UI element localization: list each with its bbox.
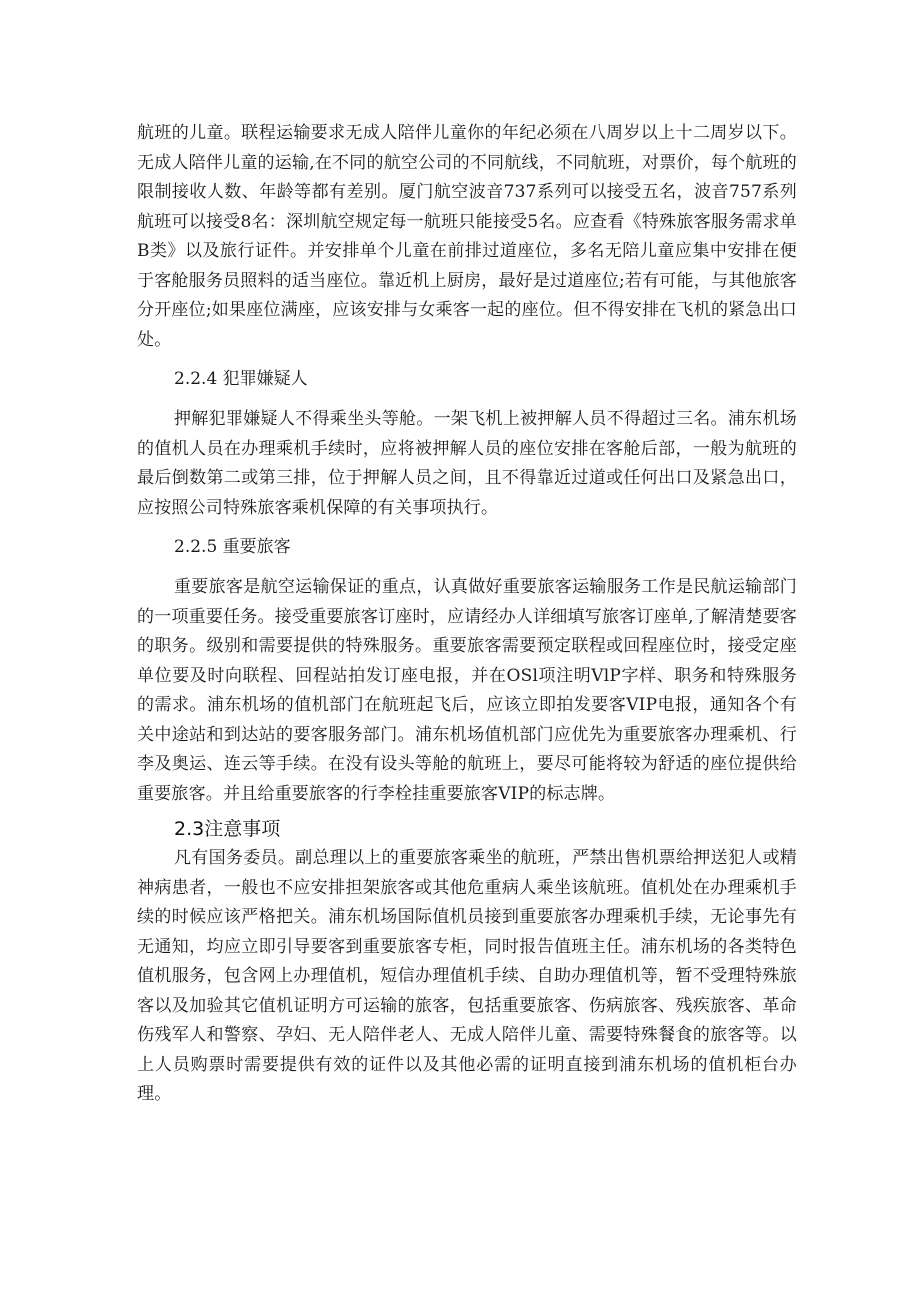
heading-precautions: 2.3注意事项 (174, 818, 281, 840)
document-body (137, 119, 797, 1110)
spacer (137, 523, 797, 533)
paragraph-precautions: 凡有国务委员。副总理以上的重要旅客乘坐的航班，严禁出售机票给押送犯人或精神病患者，一般也不应安排担架旅客或其他危重病人乘坐该航班。值机处在办理乘机手续的时候应该严格把关。浦东机场国际值机员接到重要旅客办理乘机手续，无论事先有无通知，均应立即引导要客到重要旅客专柜，同时报告值班主任。浦东机场的各类特色值机服务，包含网上办理值机，短信办理值机手续、自助办理值机等，暂不受理特殊旅客以及加验其它值机证明方可运输的旅客，包括重要旅客、伤病旅客、残疾旅客、革命伤残军人和警察、孕妇、无人陪伴老人、无成人陪伴儿童、需要特殊餐食的旅客等。以上人员购票时需要提供有效的证件以及其他必需的证明直接到浦东机场的值机柜台办理。 (137, 848, 797, 1104)
paragraph-vip-passengers: 重要旅客是航空运输保证的重点，认真做好重要旅客运输服务工作是民航运输部门的一项重要任务。接受重要旅客订座时，应请经办人详细填写旅客订座单,了解清楚要客的职务。级别和需要提供的特殊服务。重要旅客需要预定联程或回程座位时，接受定座单位要及时向联程、回程站拍发订座电报，并在OSl项注明VlP字样、职务和特殊服务的需求。浦东机场的值机部门在航班起飞后，应该立即拍发要客VIP电报，通知各个有关中途站和到达站的要客服务部门。浦东机场值机部门应优先为重要旅客办理乘机、行李及奥运、连云等手续。在没有设头等舱的航班上，要尽可能将较为舒适的座位提供给重要旅客。并且给重要旅客的行李栓挂重要旅客VIP的标志牌。 (137, 577, 797, 804)
heading-criminal-suspects: 2.2.4 犯罪嫌疑人 (174, 369, 308, 389)
spacer (137, 355, 797, 365)
spacer (137, 563, 797, 573)
paragraph-unaccompanied-children: 航班的儿童。联程运输要求无成人陪伴儿童你的年纪必须在八周岁以上十二周岁以下。无成人陪伴儿童的运输,在不同的航空公司的不同航线，不同航班，对票价，每个航班的限制接收人数、年龄等都有差别。厦门航空波音737系列可以接受五名，波音757系列航班可以接受8名：深圳航空规定每一航班只能接受5名。应查看《特殊旅客服务需求单B类》以及旅行证件。并安排单个儿童在前排过道座位，多名无陪儿童应集中安排在便于客舱服务员照料的适当座位。靠近机上厨房，最好是过道座位;若有可能，与其他旅客分开座位;如果座位满座，应该安排与女乘客一起的座位。但不得安排在飞机的紧急出口处。 (137, 123, 797, 350)
spacer (137, 395, 797, 405)
heading-vip-passengers: 2.2.5 重要旅客 (174, 537, 291, 557)
paragraph-criminal-suspects: 押解犯罪嫌疑人不得乘坐头等舱。一架飞机上被押解人员不得超过三名。浦东机场的值机人员在办理乘机手续时，应将被押解人员的座位安排在客舱后部，一般为航班的最后倒数第二或第三排，位于押解人员之间，且不得靠近过道或任何出口及紧急出口，应按照公司特殊旅客乘机保障的有关事项执行。 (137, 409, 797, 518)
